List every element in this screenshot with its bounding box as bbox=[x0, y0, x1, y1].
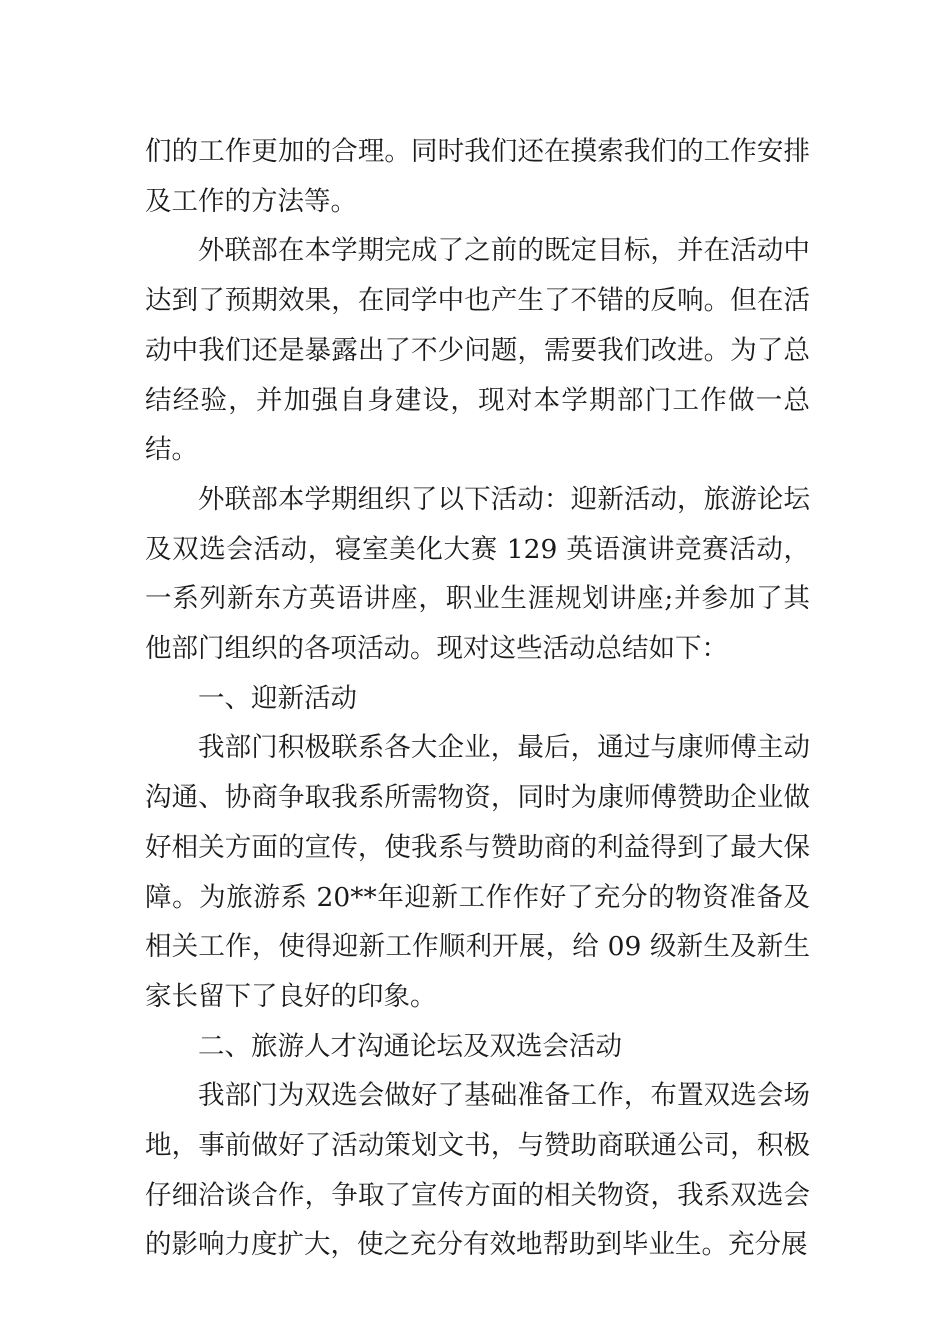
document-body bbox=[145, 127, 810, 1270]
paragraph-forum-activity: 我部门为双选会做好了基础准备工作，布置双选会场地，事前做好了活动策划文书，与赞助商联通公司，积极仔细洽谈合作，争取了宣传方面的相关物资，我系双选会的影响力度扩大，使之充分有效地帮助到毕业生。充分展 bbox=[145, 1080, 810, 1261]
section-heading-forum: 二、旅游人才沟通论坛及双选会活动 bbox=[198, 1030, 622, 1062]
paragraph-continuation: 们的工作更加的合理。同时我们还在摸索我们的工作安排及工作的方法等。 bbox=[145, 136, 810, 217]
paragraph-goals-summary: 外联部在本学期完成了之前的既定目标，并在活动中达到了预期效果，在同学中也产生了不错的反响。但在活动中我们还是暴露出了不少问题，需要我们改进。为了总结经验，并加强自身建设，现对本学期部门工作做一总结。 bbox=[145, 235, 810, 466]
paragraph-welcome-activity: 我部门积极联系各大企业，最后，通过与康师傅主动沟通、协商争取我系所需物资，同时为康师傅赞助企业做好相关方面的宣传，使我系与赞助商的利益得到了最大保障。为旅游系 20**年迎新工作作好了充分的物资准备及相关工作，使得迎新工作顺利开展，给 09 级新生及新生家长留下了良好的印象。 bbox=[145, 732, 810, 1012]
section-heading-welcome: 一、迎新活动 bbox=[198, 682, 357, 714]
paragraph-activities-list: 外联部本学期组织了以下活动：迎新活动，旅游论坛及双选会活动，寝室美化大赛 129 英语演讲竞赛活动，一系列新东方英语讲座，职业生涯规划讲座;并参加了其他部门组织的各项活动。现对这些活动总结如下： bbox=[145, 483, 810, 665]
